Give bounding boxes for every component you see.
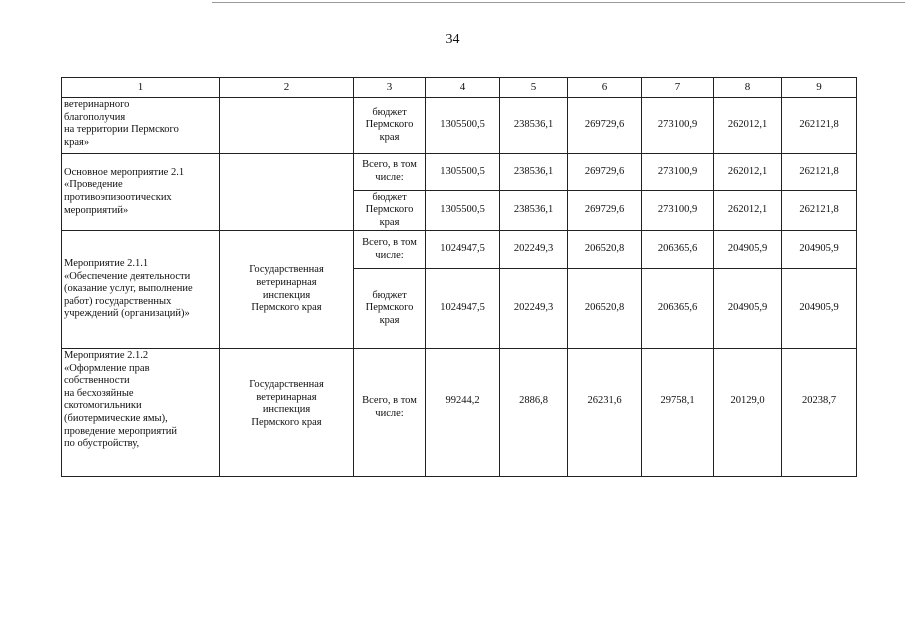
text-line: инспекция (262, 289, 311, 301)
column-header: 6 (568, 78, 642, 98)
funding-source (354, 349, 426, 477)
text-line: проведение мероприятий (64, 425, 178, 437)
text-line: «Оформление прав (64, 362, 150, 374)
value-cell: 269729,6 (568, 191, 642, 231)
value-cell: 262012,1 (714, 154, 782, 191)
column-header: 4 (426, 78, 500, 98)
activity-description (62, 349, 220, 477)
funding-source (354, 154, 426, 191)
text-line: края» (64, 136, 90, 148)
text-line: на территории Пермского (64, 124, 179, 136)
funding-source (354, 269, 426, 349)
text-line: на бесхозяйные (64, 387, 134, 399)
text-line: Всего, в том (362, 159, 417, 171)
value-cell: 1024947,5 (426, 269, 500, 349)
text-line: числе: (375, 172, 404, 183)
table-row (62, 154, 857, 191)
text-line: Государственная (249, 264, 324, 276)
value-cell: 29758,1 (642, 349, 714, 477)
page-number: 34 (445, 32, 460, 47)
text-line: Всего, в том (362, 395, 417, 406)
text-line: собственности (64, 375, 130, 387)
value-cell: 262012,1 (714, 98, 782, 154)
text-line: ветеринарная (256, 276, 317, 288)
value-cell: 273100,9 (642, 154, 714, 191)
value-cell: 1305500,5 (426, 154, 500, 191)
text-line: благополучия (64, 111, 126, 123)
text-line: инспекция (262, 404, 311, 416)
value-cell: 204905,9 (782, 231, 857, 269)
value-cell: 238536,1 (500, 191, 568, 231)
top-rule (212, 2, 905, 3)
text-line: учреждений (организаций)» (64, 308, 190, 320)
column-header: 3 (354, 78, 426, 98)
text-line: по обустройству, (64, 438, 140, 450)
text-line: работ) государственных (64, 295, 172, 307)
text-line: «Обеспечение деятельности (64, 270, 191, 282)
column-header: 7 (642, 78, 714, 98)
text-line: Пермского (365, 119, 414, 131)
text-line: числе: (375, 407, 404, 419)
value-cell: 269729,6 (568, 154, 642, 191)
responsible-executor (220, 231, 354, 349)
text-line: мероприятий» (64, 204, 129, 216)
text-line: края (379, 216, 400, 228)
value-cell: 204905,9 (782, 269, 857, 349)
text-line: Всего, в том (362, 236, 417, 248)
responsible-executor (220, 98, 354, 154)
value-cell: 20238,7 (782, 349, 857, 477)
value-cell: 1024947,5 (426, 231, 500, 269)
text-line: бюджет (372, 106, 407, 118)
budget-table (61, 77, 857, 477)
text-line: Пермского края (251, 302, 322, 314)
value-cell: 206520,8 (568, 231, 642, 269)
value-cell: 202249,3 (500, 269, 568, 349)
value-cell: 26231,6 (568, 349, 642, 477)
funding-source (354, 231, 426, 269)
value-cell: 262121,8 (782, 191, 857, 231)
text-line: ветеринарного (64, 99, 130, 110)
text-line: противоэпизоотических (64, 192, 172, 203)
text-line: (оказание услуг, выполнение (64, 283, 193, 295)
column-header: 9 (782, 78, 857, 98)
responsible-executor (220, 349, 354, 477)
text-line: Мероприятие 2.1.1 (64, 258, 149, 270)
value-cell: 273100,9 (642, 191, 714, 231)
text-line: числе: (375, 249, 404, 261)
text-line: Пермского (365, 204, 414, 216)
funding-source (354, 191, 426, 231)
column-header: 2 (220, 78, 354, 98)
text-line: (биотермические ямы), (64, 412, 168, 424)
value-cell: 202249,3 (500, 231, 568, 269)
text-line: Основное мероприятие 2.1 (64, 166, 185, 178)
value-cell: 269729,6 (568, 98, 642, 154)
text-line: «Проведение (64, 179, 123, 191)
value-cell: 2886,8 (500, 349, 568, 477)
value-cell: 206520,8 (568, 269, 642, 349)
value-cell: 238536,1 (500, 98, 568, 154)
text-line: Государственная (249, 379, 324, 390)
header-row (62, 78, 857, 98)
column-header: 5 (500, 78, 568, 98)
text-line: края (379, 314, 400, 326)
text-line: ветеринарная (256, 391, 317, 403)
value-cell: 99244,2 (426, 349, 500, 477)
table-row (62, 231, 857, 269)
value-cell: 204905,9 (714, 231, 782, 269)
value-cell: 206365,6 (642, 269, 714, 349)
value-cell: 273100,9 (642, 98, 714, 154)
funding-source (354, 98, 426, 154)
activity-description (62, 231, 220, 349)
activity-description (62, 98, 220, 154)
value-cell: 238536,1 (500, 154, 568, 191)
column-header: 8 (714, 78, 782, 98)
responsible-executor (220, 154, 354, 231)
value-cell: 262012,1 (714, 191, 782, 231)
value-cell: 262121,8 (782, 154, 857, 191)
value-cell: 206365,6 (642, 231, 714, 269)
column-header: 1 (62, 78, 220, 98)
value-cell: 20129,0 (714, 349, 782, 477)
text-line: бюджет (372, 289, 407, 301)
text-line: Мероприятие 2.1.2 (64, 350, 149, 361)
text-line: края (379, 131, 400, 143)
table-row (62, 98, 857, 154)
value-cell: 262121,8 (782, 98, 857, 154)
value-cell: 1305500,5 (426, 191, 500, 231)
activity-description (62, 154, 220, 231)
table-row (62, 349, 857, 477)
text-line: бюджет (372, 191, 407, 203)
value-cell: 204905,9 (714, 269, 782, 349)
value-cell: 1305500,5 (426, 98, 500, 154)
text-line: Пермского края (251, 416, 322, 428)
text-line: Пермского (365, 302, 414, 314)
text-line: скотомогильники (64, 400, 142, 412)
